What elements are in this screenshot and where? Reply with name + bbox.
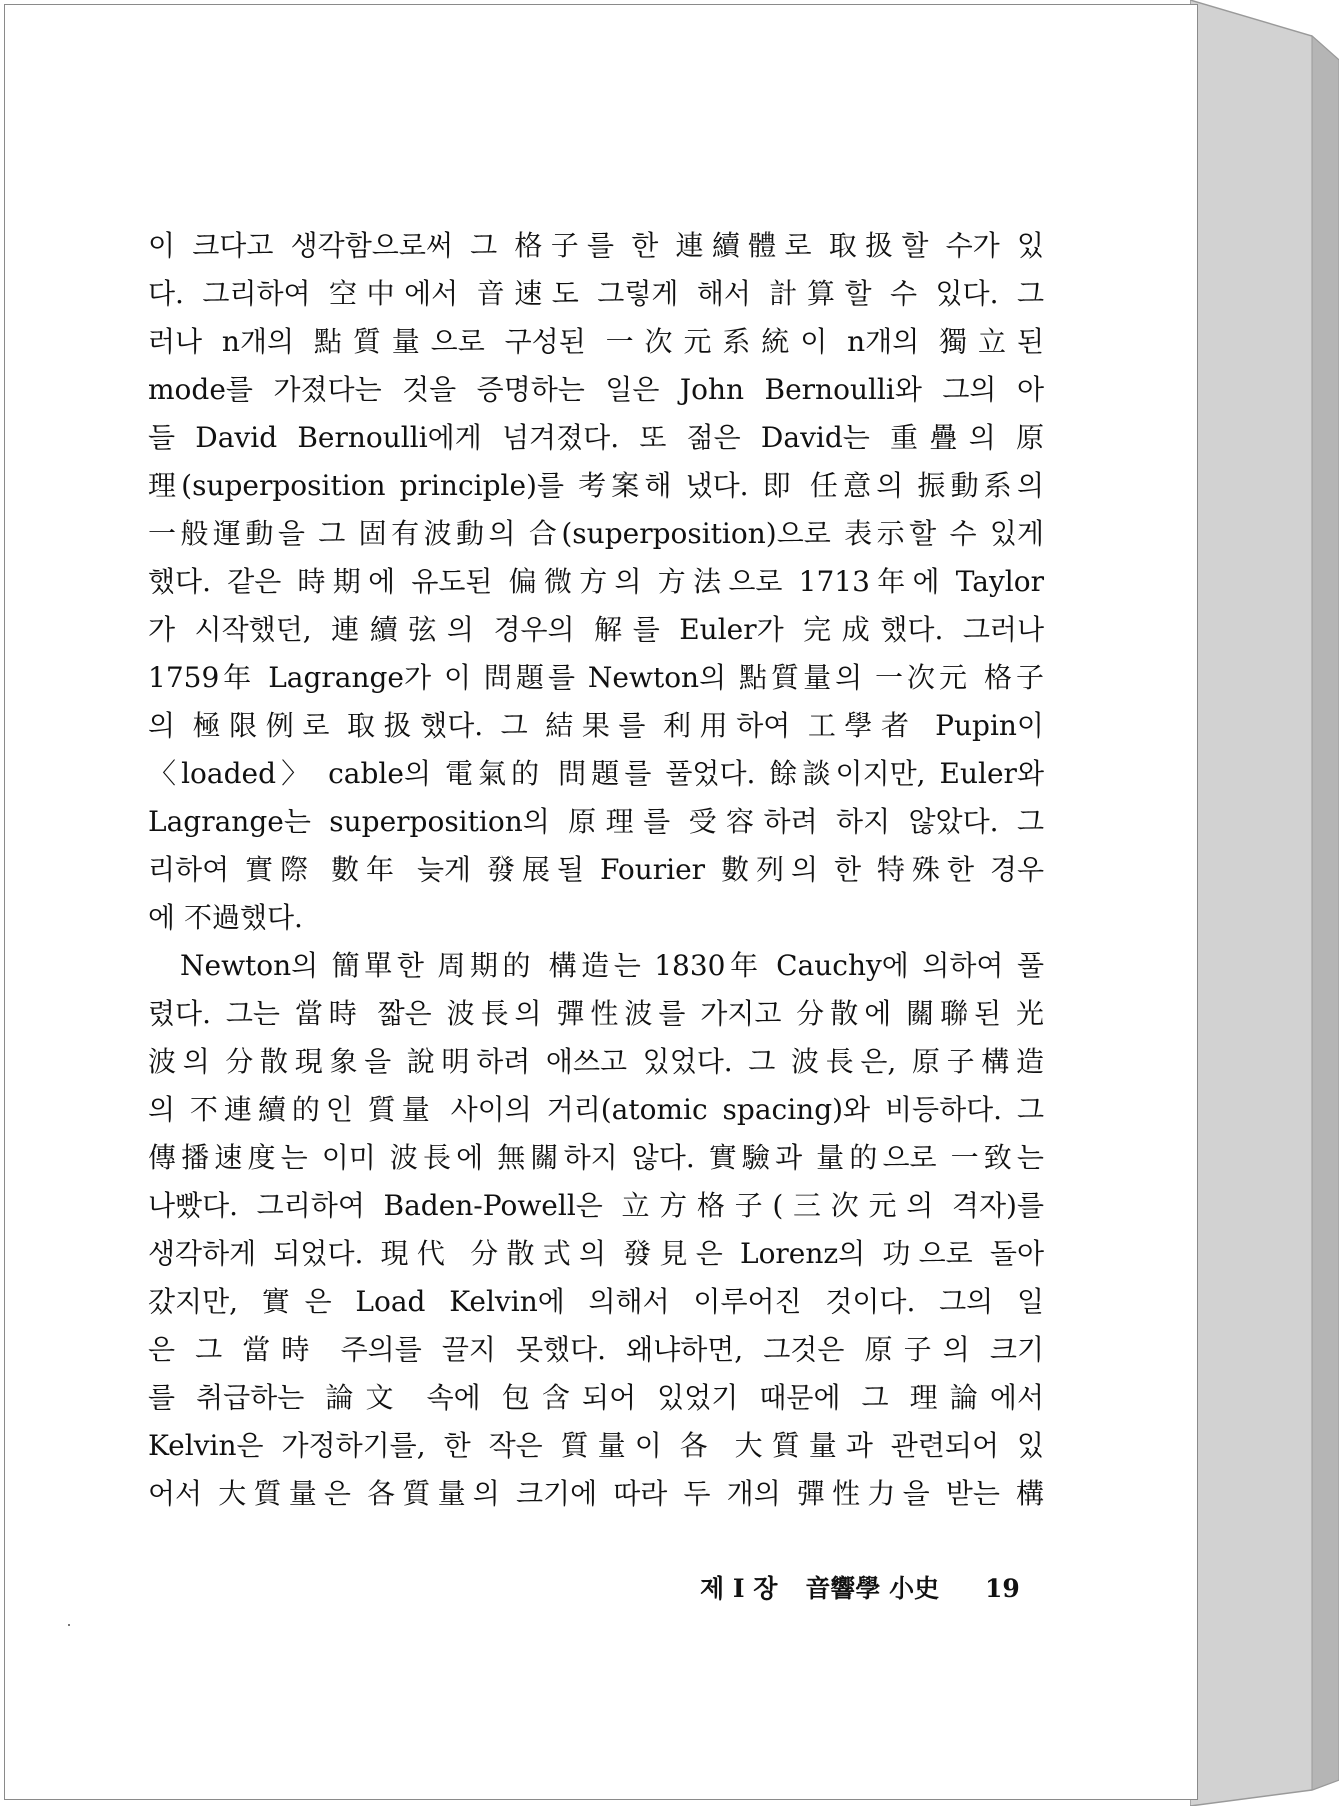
body-line: 다. 그리하여 空中에서 音速도 그렇게 해서 計算할 수 있다. 그: [148, 277, 1044, 310]
book-edge: [1190, 0, 1339, 1806]
body-line: 들 David Bernoulli에게 넘겨졌다. 또 젊은 David는 重疊의 原: [148, 421, 1044, 454]
book-side-shading: [1190, 0, 1339, 1806]
body-line: 했다. 같은 時期에 유도된 偏微方의 方法으로 1713年에 Taylor: [148, 565, 1044, 598]
body-line: Newton의 簡單한 周期的 構造는 1830年 Cauchy에 의하여 풀: [180, 949, 1044, 982]
scan-speck: [68, 1624, 70, 1626]
body-line: 러나 n개의 點質量으로 구성된 一次元系統이 n개의 獨立된: [148, 325, 1044, 358]
body-line: 에 不過했다.: [148, 901, 303, 934]
body-line: 리하여 實際 數年 늦게 發展될 Fourier 數列의 한 特殊한 경우: [148, 853, 1044, 886]
body-text: [148, 222, 1044, 1518]
body-line: 렸다. 그는 當時 짧은 波長의 彈性波를 가지고 分散에 關聯된 光: [148, 997, 1044, 1030]
footer-chapter: 제 I 장: [700, 1574, 778, 1603]
body-line: 의 極限例로 取扱했다. 그 結果를 利用하여 工學者 Pupin이: [148, 709, 1044, 742]
body-line: Lagrange는 superposition의 原理를 受容하려 하지 않았다. 그: [148, 805, 1044, 838]
body-line: 〈loaded〉 cable의 電氣的 問題를 풀었다. 餘談이지만, Euler와: [148, 757, 1044, 790]
body-line: 를 취급하는 論文 속에 包含되어 있었기 때문에 그 理論에서: [148, 1381, 1044, 1414]
body-line: 理(superposition principle)를 考案해 냈다. 即 任意의 振動系의: [148, 469, 1044, 502]
body-line: 갔지만, 實은 Load Kelvin에 의해서 이루어진 것이다. 그의 일: [148, 1285, 1044, 1318]
page-number: 19: [985, 1574, 1020, 1603]
footer-title: 音響學 小史: [805, 1574, 940, 1603]
body-line: 一般運動을 그 固有波動의 合(superposition)으로 表示할 수 있게: [148, 517, 1044, 550]
body-line: 나빴다. 그리하여 Baden-Powell은 立方格子(三次元의 격자)를: [148, 1189, 1044, 1222]
body-line: 1759年 Lagrange가 이 問題를 Newton의 點質量의 一次元 格子: [148, 661, 1044, 694]
body-line: 傳播速度는 이미 波長에 無關하지 않다. 實驗과 量的으로 一致는: [148, 1141, 1044, 1174]
body-line: mode를 가졌다는 것을 증명하는 일은 John Bernoulli와 그의 아: [148, 373, 1044, 406]
body-line: 은 그 當時 주의를 끌지 못했다. 왜냐하면, 그것은 原子의 크기: [148, 1333, 1044, 1366]
running-footer: [700, 1569, 1020, 1609]
body-line: 波의 分散現象을 說明하려 애쓰고 있었다. 그 波長은, 原子構造: [148, 1045, 1044, 1078]
body-line: 이 크다고 생각함으로써 그 格子를 한 連續體로 取扱할 수가 있: [148, 229, 1044, 262]
body-line: 가 시작했던, 連續弦의 경우의 解를 Euler가 完成했다. 그러나: [148, 613, 1044, 646]
body-line: 생각하게 되었다. 現代 分散式의 發見은 Lorenz의 功으로 돌아: [148, 1237, 1044, 1270]
body-line: Kelvin은 가정하기를, 한 작은 質量이 各 大質量과 관련되어 있: [148, 1429, 1044, 1462]
body-line: 의 不連續的인 質量 사이의 거리(atomic spacing)와 비등하다. 그: [148, 1093, 1044, 1126]
body-line: 어서 大質量은 各質量의 크기에 따라 두 개의 彈性力을 받는 構: [148, 1477, 1044, 1510]
